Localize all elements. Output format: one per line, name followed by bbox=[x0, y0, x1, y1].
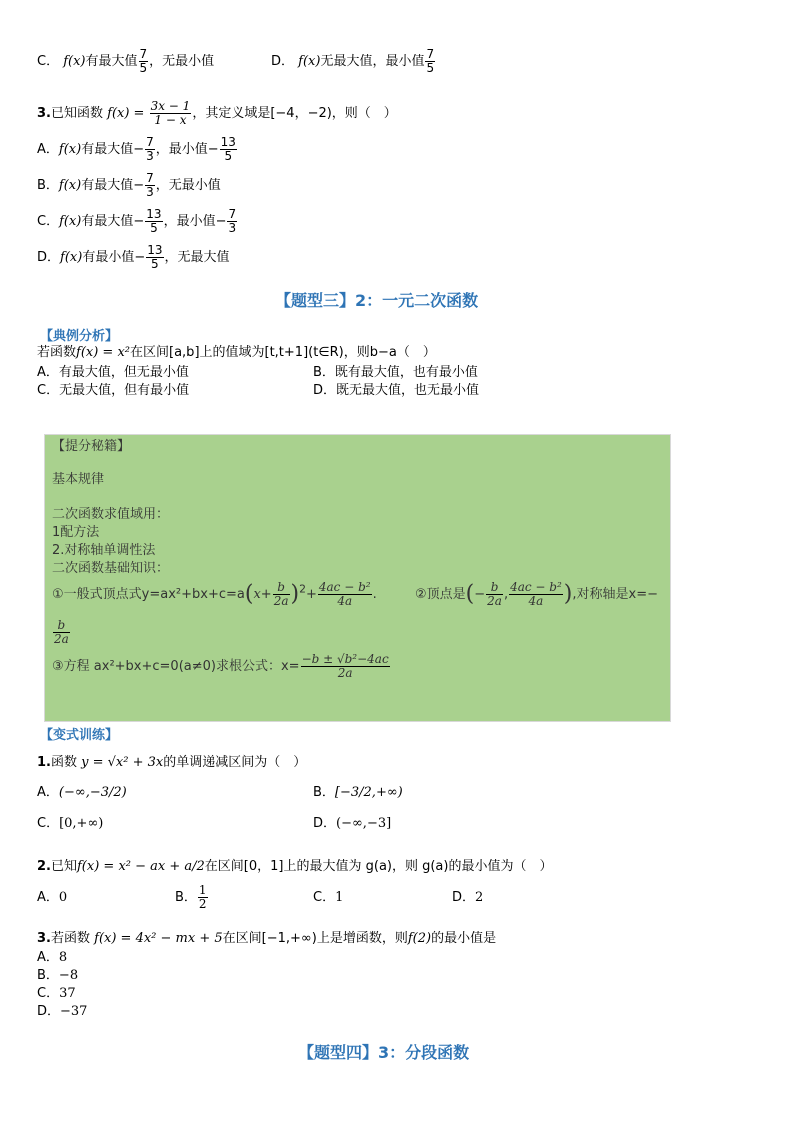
math-fx: f(2) bbox=[407, 931, 432, 946]
math-fx: f(x) bbox=[58, 142, 82, 157]
fraction-num: 7 bbox=[139, 47, 148, 61]
option-text: 有最大值，但无最小值 bbox=[58, 365, 189, 380]
option-text: 有最大值− bbox=[81, 214, 145, 229]
math-fx: f(x) = bbox=[107, 106, 145, 121]
q3-stem bbox=[37, 100, 397, 127]
practice-q3-option-c[interactable] bbox=[37, 986, 76, 1002]
q3-option-d[interactable] bbox=[37, 244, 230, 271]
option-label: A． bbox=[37, 365, 59, 380]
option-value: −37 bbox=[60, 1004, 88, 1019]
section-title: 【题型三】2：一元二次函数 bbox=[275, 291, 479, 310]
tips-axis-fraction bbox=[52, 619, 71, 646]
fraction-den: 5 bbox=[150, 221, 158, 235]
question-number: 1. bbox=[37, 755, 51, 770]
fraction bbox=[301, 653, 390, 680]
math-x: x bbox=[253, 587, 261, 602]
fraction-num: b bbox=[273, 581, 290, 595]
option-label: D． bbox=[313, 383, 337, 398]
tips-rule-title: 基本规律 bbox=[52, 472, 105, 487]
option-text: 既无最大值，也无最小值 bbox=[336, 383, 480, 398]
q3-option-b[interactable] bbox=[37, 172, 221, 199]
option-value: (−∞,−3] bbox=[336, 816, 392, 831]
q3-option-a[interactable] bbox=[37, 136, 238, 163]
fraction-den: 4a bbox=[528, 594, 544, 608]
tips-line: 2.对称轴单调性法 bbox=[52, 543, 156, 558]
option-label: C． bbox=[37, 986, 60, 1001]
fraction-num: 7 bbox=[146, 135, 154, 149]
option-text: ，无最小值 bbox=[149, 54, 215, 69]
example-option-d[interactable] bbox=[313, 383, 479, 399]
fraction-den: 2 bbox=[198, 897, 207, 911]
fraction-num: 13 bbox=[146, 207, 162, 221]
question-number: 2. bbox=[37, 859, 51, 874]
tips-vertex: ②顶点是(− $\frac{b}{2a}$ , $\frac{\text{4ac − b²}}{4a}$ ),对称轴是x=− bbox=[415, 580, 658, 608]
option-text: 无最大值，但有最小值 bbox=[59, 383, 190, 398]
fraction-num: 4ac − b² bbox=[510, 580, 562, 594]
option-text: 既有最大值，也有最小值 bbox=[334, 365, 478, 380]
fraction bbox=[146, 244, 163, 271]
fraction-den: 2a bbox=[337, 666, 353, 680]
paren: ) bbox=[290, 581, 300, 607]
fraction-den: 4a bbox=[337, 594, 353, 608]
fraction-num: 7 bbox=[426, 47, 435, 61]
formula-text: ,对称轴是x=− bbox=[572, 587, 658, 602]
option-label: B． bbox=[313, 785, 335, 800]
stem-text: 的最小值是 bbox=[431, 931, 497, 946]
fraction bbox=[150, 100, 192, 127]
option-text: ，最小值− bbox=[155, 142, 219, 157]
option-text: ，无最小值 bbox=[155, 178, 221, 193]
fraction-den: 2a bbox=[54, 632, 69, 646]
fraction bbox=[273, 581, 290, 608]
example-stem bbox=[37, 345, 436, 361]
option-label: D． bbox=[452, 890, 476, 905]
math-fx: f(x) bbox=[298, 54, 321, 69]
option-text: 有最大值− bbox=[81, 142, 145, 157]
fraction-num: b bbox=[486, 581, 503, 595]
stem-text: 在区间[−1,+∞)上是增函数，则 bbox=[222, 931, 408, 946]
practice-q3-option-a[interactable] bbox=[37, 950, 67, 966]
fraction-num: 13 bbox=[220, 135, 236, 149]
fraction-den: 2a bbox=[273, 594, 289, 608]
practice-q3-stem bbox=[37, 931, 496, 947]
tips-vertex-form: ①一般式顶点式y=ax²+bx+c=a(x+ $\frac{b}{2a}$ )$^2$+ $\frac{\text{4ac − b²}}{4a}$ . bbox=[52, 580, 377, 608]
math-fx: f(x) bbox=[58, 178, 82, 193]
fraction-den: 1 − x bbox=[154, 113, 187, 127]
fraction-num: b bbox=[53, 619, 70, 633]
option-label: B． bbox=[175, 890, 197, 905]
option-label: C． bbox=[37, 214, 60, 229]
fraction-den: 3 bbox=[146, 149, 154, 163]
math-expr: f(x) = x² − ax + a/2 bbox=[77, 859, 205, 874]
example-option-a[interactable] bbox=[37, 365, 189, 381]
option-value: 0 bbox=[58, 890, 68, 905]
paren: ( bbox=[244, 581, 254, 607]
tips-line: 1配方法 bbox=[52, 525, 100, 540]
math-expr: f(x) = 4x² − mx + 5 bbox=[94, 931, 223, 946]
option-value: 37 bbox=[59, 986, 76, 1001]
tips-line: 二次函数求值域用： bbox=[52, 507, 170, 522]
paren: ) bbox=[563, 581, 573, 607]
option-label: A． bbox=[37, 950, 59, 965]
example-option-b[interactable] bbox=[313, 365, 478, 381]
paren: ( bbox=[465, 581, 475, 607]
fraction bbox=[145, 172, 155, 199]
practice-q1-option-b[interactable] bbox=[313, 785, 403, 801]
option-text: 有最大值− bbox=[81, 178, 145, 193]
option-label: D． bbox=[37, 1004, 61, 1019]
fraction-num: 1 bbox=[198, 883, 207, 897]
fraction-den: 5 bbox=[151, 257, 159, 271]
stem-text: 在区间[a,b]上的值域为[t,t+1](t∈R)，则b−a（ ） bbox=[130, 345, 436, 360]
fraction bbox=[139, 48, 149, 75]
tips-header: 【提分秘籍】 bbox=[52, 439, 131, 454]
tips-quadratic-formula bbox=[52, 653, 391, 680]
fraction-num: 7 bbox=[146, 171, 154, 185]
example-header: 【典例分析】 bbox=[40, 329, 119, 344]
formula-text: ③方程 ax²+bx+c=0(a≠0)求根公式：x= bbox=[52, 659, 300, 674]
fraction-num: 7 bbox=[228, 207, 237, 221]
example-option-c[interactable] bbox=[37, 383, 189, 399]
fraction bbox=[145, 136, 155, 163]
math-fx: f(x) = x² bbox=[76, 345, 131, 360]
fraction bbox=[486, 581, 503, 608]
option-value: −8 bbox=[58, 968, 79, 983]
practice-q3-option-d[interactable] bbox=[37, 1004, 87, 1020]
option-label: C． bbox=[37, 816, 60, 831]
formula-text: ②顶点是 bbox=[415, 587, 466, 602]
fraction-den: 5 bbox=[426, 61, 435, 75]
fraction bbox=[425, 48, 435, 75]
option-value: 2 bbox=[475, 890, 484, 905]
tips-box bbox=[44, 434, 671, 722]
practice-q1-option-a[interactable] bbox=[37, 785, 127, 801]
stem-text: 已知函数 bbox=[50, 106, 103, 121]
fraction-num: 4ac − b² bbox=[318, 580, 371, 594]
practice-q2-option-b[interactable] bbox=[175, 884, 209, 911]
option-label: A． bbox=[37, 142, 59, 157]
practice-q1-option-d[interactable] bbox=[313, 816, 391, 832]
question-number: 3. bbox=[37, 931, 51, 946]
option-text: 有最大值 bbox=[85, 54, 138, 69]
practice-q1-option-c[interactable] bbox=[37, 816, 103, 832]
stem-text: ，其定义域是[−4，−2)，则（ ） bbox=[192, 106, 397, 121]
fraction bbox=[227, 208, 237, 235]
option-text: 有最小值− bbox=[82, 250, 146, 265]
stem-text: 的单调递减区间为（ ） bbox=[163, 755, 307, 770]
practice-header: 【变式训练】 bbox=[40, 728, 119, 743]
fraction bbox=[145, 208, 162, 235]
fraction bbox=[220, 136, 237, 163]
option-label: A． bbox=[37, 890, 59, 905]
option-value: 8 bbox=[58, 950, 68, 965]
question-number: 3. bbox=[37, 106, 51, 121]
formula-text: ①一般式顶点式y=ax²+bx+c=a bbox=[52, 587, 245, 602]
option-value: [−3/2,+∞) bbox=[334, 785, 403, 800]
option-text: ，最小值− bbox=[163, 214, 227, 229]
option-value: 1 bbox=[335, 890, 344, 905]
option-label: A． bbox=[37, 785, 59, 800]
fraction-den: 2a bbox=[487, 594, 502, 608]
fraction-den: 3 bbox=[146, 185, 154, 199]
fraction-den: 3 bbox=[228, 221, 237, 235]
option-label: C． bbox=[37, 383, 60, 398]
practice-q3-option-b[interactable] bbox=[37, 968, 78, 984]
fraction bbox=[198, 884, 208, 911]
q2-option-c[interactable] bbox=[37, 48, 214, 75]
option-value: [0,+∞) bbox=[59, 816, 104, 831]
fraction-den: 5 bbox=[139, 61, 148, 75]
fraction bbox=[53, 619, 70, 646]
fraction-num: −b ± √b²−4ac bbox=[301, 652, 389, 666]
option-value: (−∞,−3/2) bbox=[58, 785, 127, 800]
stem-text: 已知 bbox=[50, 859, 77, 874]
tips-line: 二次函数基础知识： bbox=[52, 561, 170, 576]
stem-text: 若函数 bbox=[37, 345, 77, 360]
math-fx: f(x) bbox=[60, 250, 83, 265]
q2-option-d[interactable] bbox=[271, 48, 436, 75]
stem-text: 若函数 bbox=[50, 931, 90, 946]
math-fx: f(x) bbox=[59, 214, 82, 229]
q3-option-c[interactable] bbox=[37, 208, 238, 235]
fraction-num: 3x − 1 bbox=[150, 99, 191, 113]
option-label: C． bbox=[313, 890, 336, 905]
option-text: 无最大值，最小值 bbox=[320, 54, 425, 69]
option-label: C． bbox=[37, 54, 60, 69]
fraction-den: 5 bbox=[224, 149, 233, 163]
option-label: B． bbox=[37, 968, 59, 983]
fraction-num: 13 bbox=[147, 243, 163, 257]
option-text: ，无最大值 bbox=[164, 250, 230, 265]
option-label: D． bbox=[313, 816, 337, 831]
option-label: D． bbox=[271, 54, 295, 69]
stem-text: 函数 bbox=[50, 755, 77, 770]
option-label: B． bbox=[37, 178, 59, 193]
practice-q1-stem bbox=[37, 755, 306, 771]
practice-q2-stem bbox=[37, 859, 552, 875]
option-label: D． bbox=[37, 250, 61, 265]
section-title: 【题型四】3：分段函数 bbox=[298, 1043, 470, 1062]
option-label: B． bbox=[313, 365, 335, 380]
stem-text: 在区间[0，1]上的最大值为 g(a)，则 g(a)的最小值为（ ） bbox=[204, 859, 553, 874]
practice-q2-option-a[interactable] bbox=[37, 890, 67, 906]
practice-q2-option-c[interactable] bbox=[313, 890, 343, 906]
math-expr: y = √x² + 3x bbox=[81, 755, 164, 770]
math-fx: f(x) bbox=[63, 54, 86, 69]
fraction bbox=[318, 581, 372, 608]
fraction bbox=[509, 581, 563, 608]
practice-q2-option-d[interactable] bbox=[452, 890, 483, 906]
